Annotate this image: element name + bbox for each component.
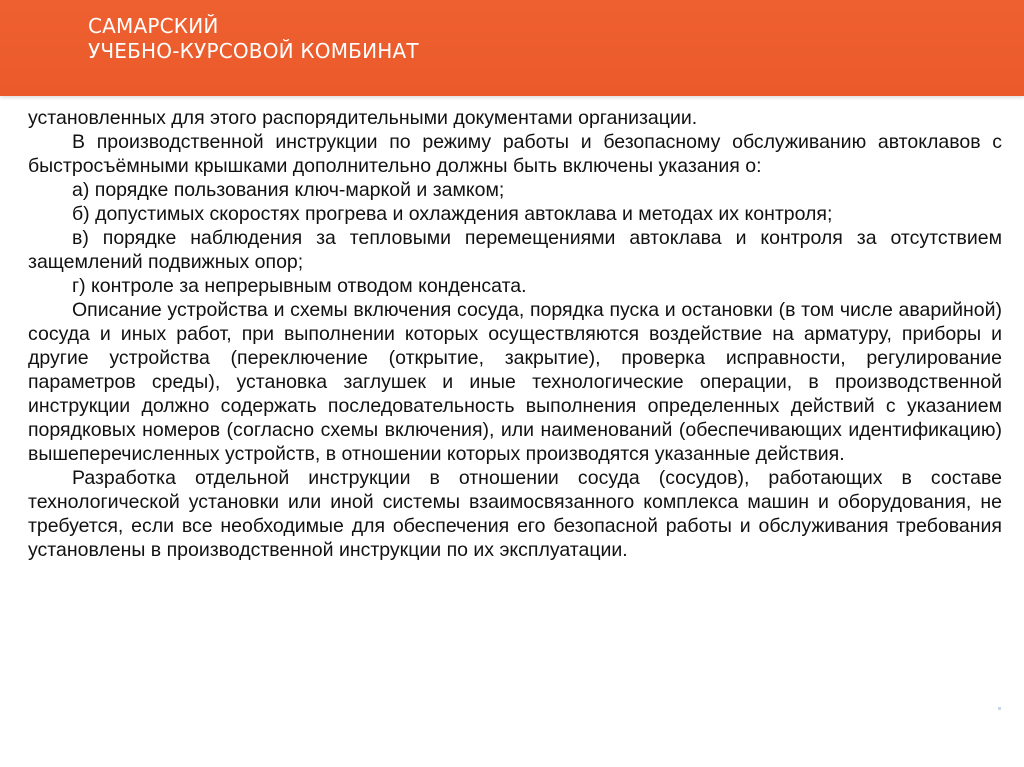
document-body [28,106,1002,562]
list-item-v: в) порядке наблюдения за тепловыми перемещениями автоклава и контроля за отсутствием защемлений подвижных опор; [28,227,1002,273]
header-bar [0,0,1024,96]
paragraph-intro: В производственной инструкции по режиму работы и безопасному обслуживанию автоклавов с быстросъёмными крышками дополнительно должны быть включены указания о: [28,131,1002,177]
paragraph-continuation: установленных для этого распорядительными документами организации. [28,107,698,129]
logo-line-1: САМАРСКИЙ [88,14,219,38]
logo-line-2: УЧЕБНО-КУРСОВОЙ КОМБИНАТ [88,39,419,63]
list-item-g: г) контроле за непрерывным отводом конденсата. [72,275,527,297]
list-item-a: а) порядке пользования ключ-маркой и замком; [72,179,505,201]
paragraph-description: Описание устройства и схемы включения сосуда, порядка пуска и остановки (в том числе аварийной) сосуда и иных работ, при выполнении которых осуществляются воздействие на арматуру, приборы и другие устройства (переключение (открытие, закрытие), проверка исправности, регулирование параметров среды), установка заглушек и иные технологические операции, в производственной инструкции должно содержать последовательность выполнения определенных действий с указанием порядковых номеров (согласно схемы включения), или наименований (обеспечивающих идентификацию) вышеперечисленных устройств, в отношении которых производятся указанные действия. [28,299,1002,465]
company-logo [88,14,419,64]
slide-marker [998,707,1001,710]
list-item-b: б) допустимых скоростях прогрева и охлаждения автоклава и методах их контроля; [72,203,833,225]
paragraph-separate-instruction: Разработка отдельной инструкции в отношении сосуда (сосудов), работающих в составе технологической установки или иной системы взаимосвязанного комплекса машин и оборудования, не требуется, если все необходимые для обеспечения его безопасной работы и обслуживания требования установлены в производственной инструкции по их эксплуатации. [28,467,1002,561]
